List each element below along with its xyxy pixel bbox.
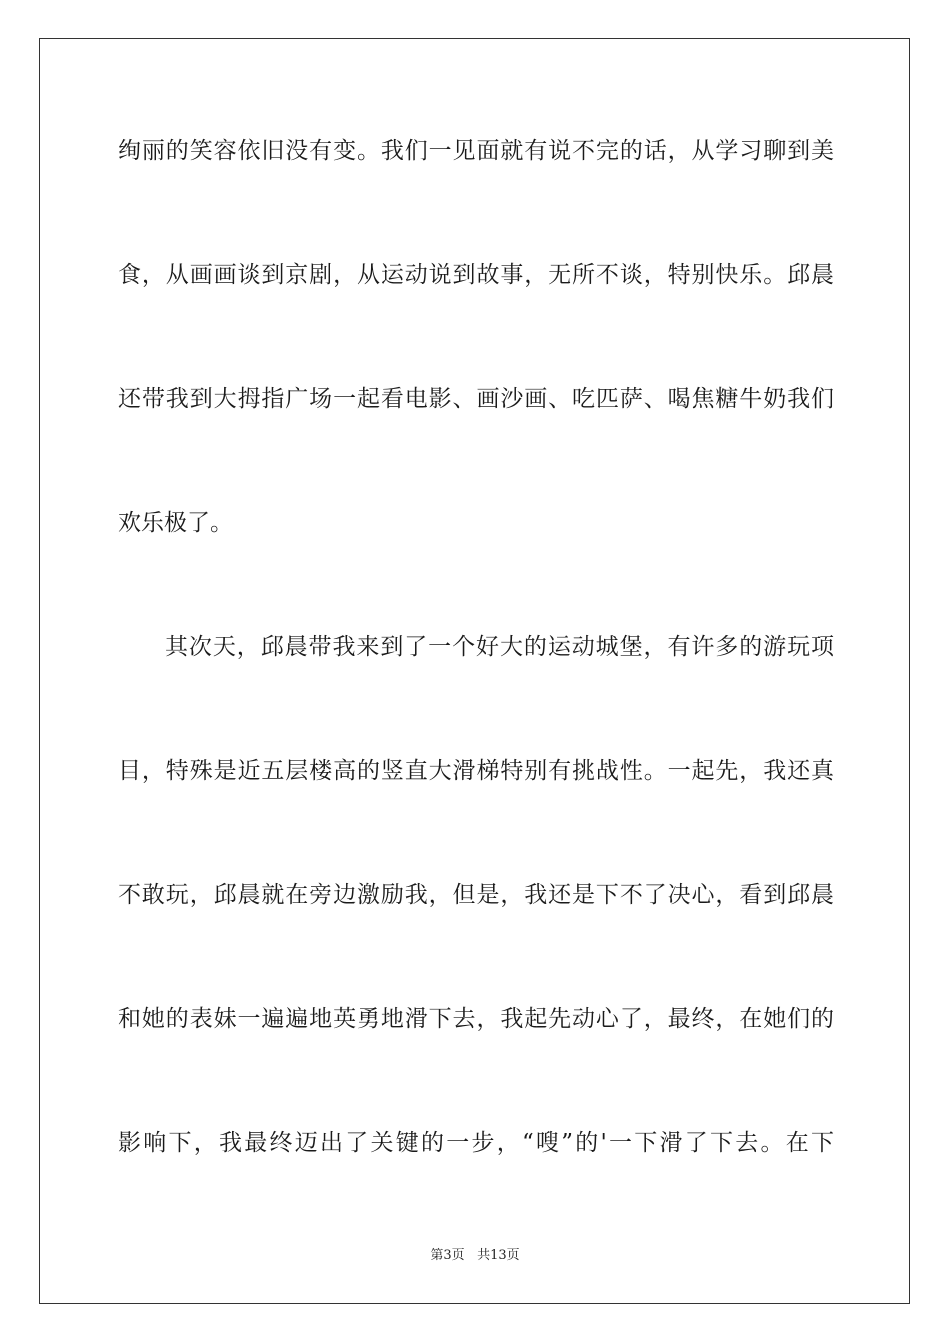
paragraph-line: 食，从画画谈到京剧，从运动说到故事，无所不谈，特别快乐。邱晨 [118, 262, 834, 288]
paragraph-line: 和她的表妹一遍遍地英勇地滑下去，我起先动心了，最终，在她们的 [118, 1006, 834, 1032]
paragraph-line: 其次天，邱晨带我来到了一个好大的运动城堡，有许多的游玩项 [165, 634, 834, 660]
paragraph-line: 不敢玩，邱晨就在旁边激励我，但是，我还是下不了决心，看到邱晨 [118, 882, 834, 908]
paragraph-line: 目，特殊是近五层楼高的竖直大滑梯特别有挑战性。一起先，我还真 [118, 758, 834, 784]
paragraph-line: 还带我到大拇指广场一起看电影、画沙画、吃匹萨、喝焦糖牛奶我们 [118, 386, 834, 412]
paragraph-line: 绚丽的笑容依旧没有变。我们一见面就有说不完的话，从学习聊到美 [118, 138, 834, 164]
paragraph-line: 欢乐极了。 [118, 510, 233, 536]
page-number: 第3页 [430, 1248, 465, 1263]
page-footer [0, 1248, 950, 1264]
page-total: 共13页 [477, 1248, 520, 1263]
page-border [39, 38, 910, 1304]
paragraph-line: 影响下，我最终迈出了关键的一步，“嗖”的'一下滑了下去。在下 [118, 1130, 834, 1156]
